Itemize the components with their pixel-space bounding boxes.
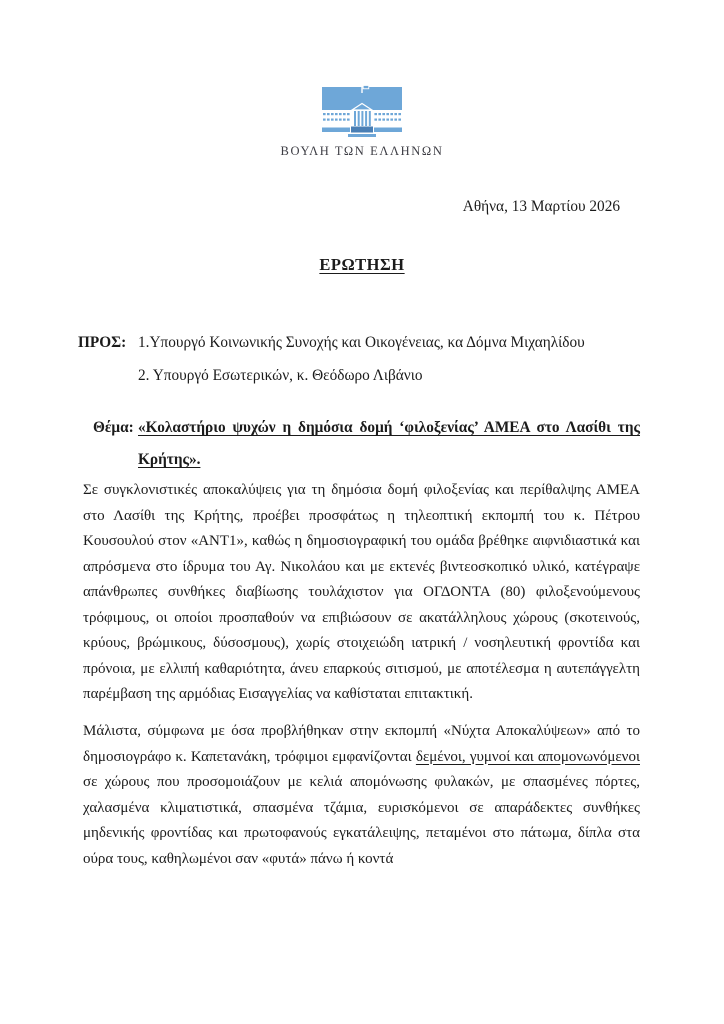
subject-block [93, 412, 640, 476]
paragraph-segment: σε χώρους που προσομοιάζουν με κελιά απομόνωσης φυλακών, με σπασμένες πόρτες, χαλασμένα κλιματιστικά, σπασμένα τζάμια, ευρισκόμενοι σε απαράδεκτες συνθήκες μηδενικής φροντίδας και πρωτοφανούς εγκατάλειψης, πεταμένοι στο πάτωμα, δίπλα στα ούρα τους, καθηλωμένοι σαν «φυτά» πάνω ή κοντά [83, 774, 640, 867]
recipient-item: 1.Υπουργό Κοινωνικής Συνοχής και Οικογένειας, κα Δόμνα Μιχαηλίδου [138, 334, 585, 351]
body-paragraph [83, 478, 640, 708]
recipient-list [138, 326, 585, 392]
subject-text: «Κολαστήριο ψυχών η δημόσια δομή ‘φιλοξενίας’ ΑΜΕΑ στο Λασίθι της Κρήτης». [138, 419, 640, 468]
parliament-header [0, 85, 724, 159]
page-title: ΕΡΩΤΗΣΗ [319, 255, 405, 274]
recipients-block [78, 326, 640, 392]
parliament-building-icon [317, 85, 407, 141]
body-paragraph [83, 719, 640, 872]
subject-label: Θέμα: [93, 419, 134, 436]
date-line: Αθήνα, 13 Μαρτίου 2026 [462, 198, 620, 215]
paragraph-segment: Σε συγκλονιστικές αποκαλύψεις για τη δημόσια δομή φιλοξενίας και περίθαλψης ΑΜΕΑ στο Λασίθι της Κρήτης, προέβει προσφάτως η τηλεοπτική εκπομπή του κ. Πέτρου Κουσουλού στον «ΑΝΤ1», καθώς η δημοσιογραφική του ομάδα βρέθηκε αιφνιδιαστικά και απρόσμενα στο ίδρυμα του Αγ. Νικολάου και με εκτενές βιντεοσκοπικό υλικό, κατέγραψε απάνθρωπες συνθήκες διαβίωσης τουλάχιστον για ΟΓΔΟΝΤΑ (80) φιλοξενούμενους τρόφιμους, οι οποίοι προσπαθούν να επιβιώσουν σε ακατάλληλους χώρους (σκοτεινούς, κρύους, βρώμικους, δύσοσμους), χωρίς στοιχειώδη ιατρική / νοσηλευτική φροντίδα και πρόνοια, με ελλιπή καθαριότητα, άνευ επαρκούς σιτισμού, με αποτέλεσμα η αυτεπάγγελτη παρέμβαση της αρμόδιας Εισαγγελίας να καθίσταται επιτακτική. [83, 482, 640, 702]
parliament-caption: ΒΟΥΛΗ ΤΩΝ ΕΛΛΗΝΩΝ [280, 144, 444, 158]
recipient-item: 2. Υπουργό Εσωτερικών, κ. Θεόδωρο Λιβάνιο [138, 367, 423, 384]
paragraph-segment: Μάλιστα, σύμφωνα με όσα προβλήθηκαν στην εκπομπή «Νύχτα Αποκαλύψεων» από το δημοσιογράφο κ. Καπετανάκη, τρόφιμοι εμφανίζονται [83, 723, 640, 765]
recipients-label: ΠΡΟΣ: [78, 334, 127, 351]
underlined-phrase: δεμένοι, γυμνοί και απομονωνόμενοι [415, 748, 640, 765]
body-text [83, 478, 640, 884]
